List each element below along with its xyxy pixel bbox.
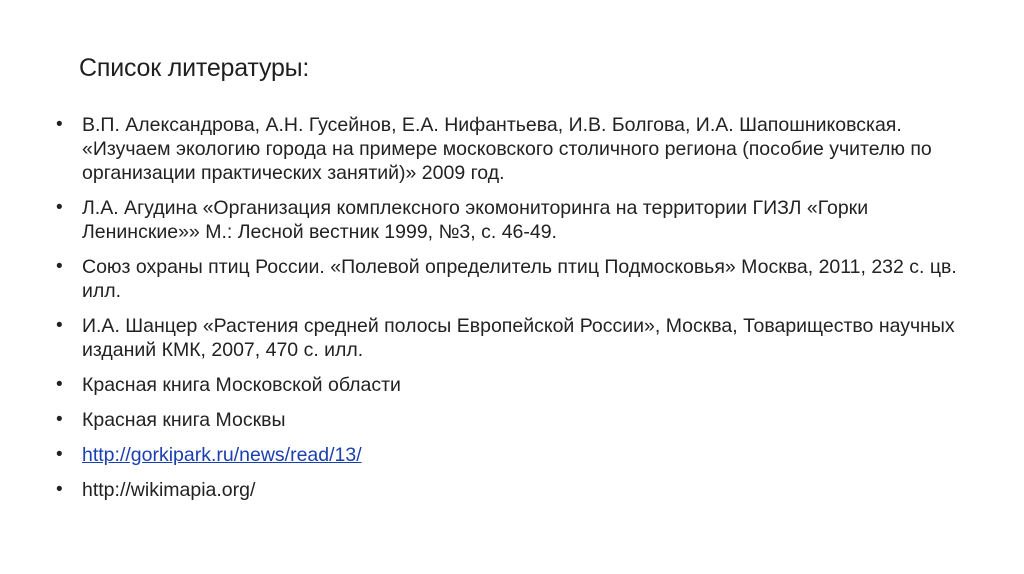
bullet-icon: • xyxy=(56,374,63,395)
bibliography-item xyxy=(56,478,976,502)
bibliography-item-text: Красная книга Москвы xyxy=(82,409,286,431)
bullet-icon: • xyxy=(56,197,63,218)
bullet-icon: • xyxy=(56,114,63,135)
bullet-icon: • xyxy=(56,409,63,430)
bibliography-list xyxy=(56,113,976,502)
bibliography-item-text: Союз охраны птиц России. «Полевой определитель птиц Подмосковья» Москва, 2011, 232 с. цв. илл. xyxy=(82,256,957,302)
bibliography-item xyxy=(56,255,976,303)
bibliography-item-text: Красная книга Московской области xyxy=(82,374,401,396)
bibliography-item xyxy=(56,113,976,185)
bibliography-item-text: Л.А. Агудина «Организация комплексного экомониторинга на территории ГИЗЛ «Горки Ленинские»» М.: Лесной вестник 1999, №3, с. 46-49. xyxy=(82,197,869,243)
bullet-icon: • xyxy=(56,256,63,277)
bibliography-item-text: И.А. Шанцер «Растения средней полосы Европейской России», Москва, Товарищество научных изданий КМК, 2007, 470 с. илл. xyxy=(82,315,955,361)
slide-title: Список литературы: xyxy=(79,54,310,82)
bibliography-item xyxy=(56,196,976,244)
bullet-icon: • xyxy=(56,444,63,465)
bibliography-item-text: В.П. Александрова, А.Н. Гусейнов, Е.А. Нифантьева, И.В. Болгова, И.А. Шапошниковская. «Изучаем экологию города на примере московского столичного региона (пособие учителю по организации практических занятий)» 2009 год. xyxy=(82,114,932,184)
wikimapia-url: http://wikimapia.org/ xyxy=(82,479,256,501)
gorkipark-link[interactable]: http://gorkipark.ru/news/read/13/ xyxy=(82,444,362,466)
bibliography-item xyxy=(56,314,976,362)
bibliography-item xyxy=(56,408,976,432)
bullet-icon: • xyxy=(56,315,63,336)
bullet-icon: • xyxy=(56,479,63,500)
bibliography-item xyxy=(56,443,976,467)
bibliography-item xyxy=(56,373,976,397)
